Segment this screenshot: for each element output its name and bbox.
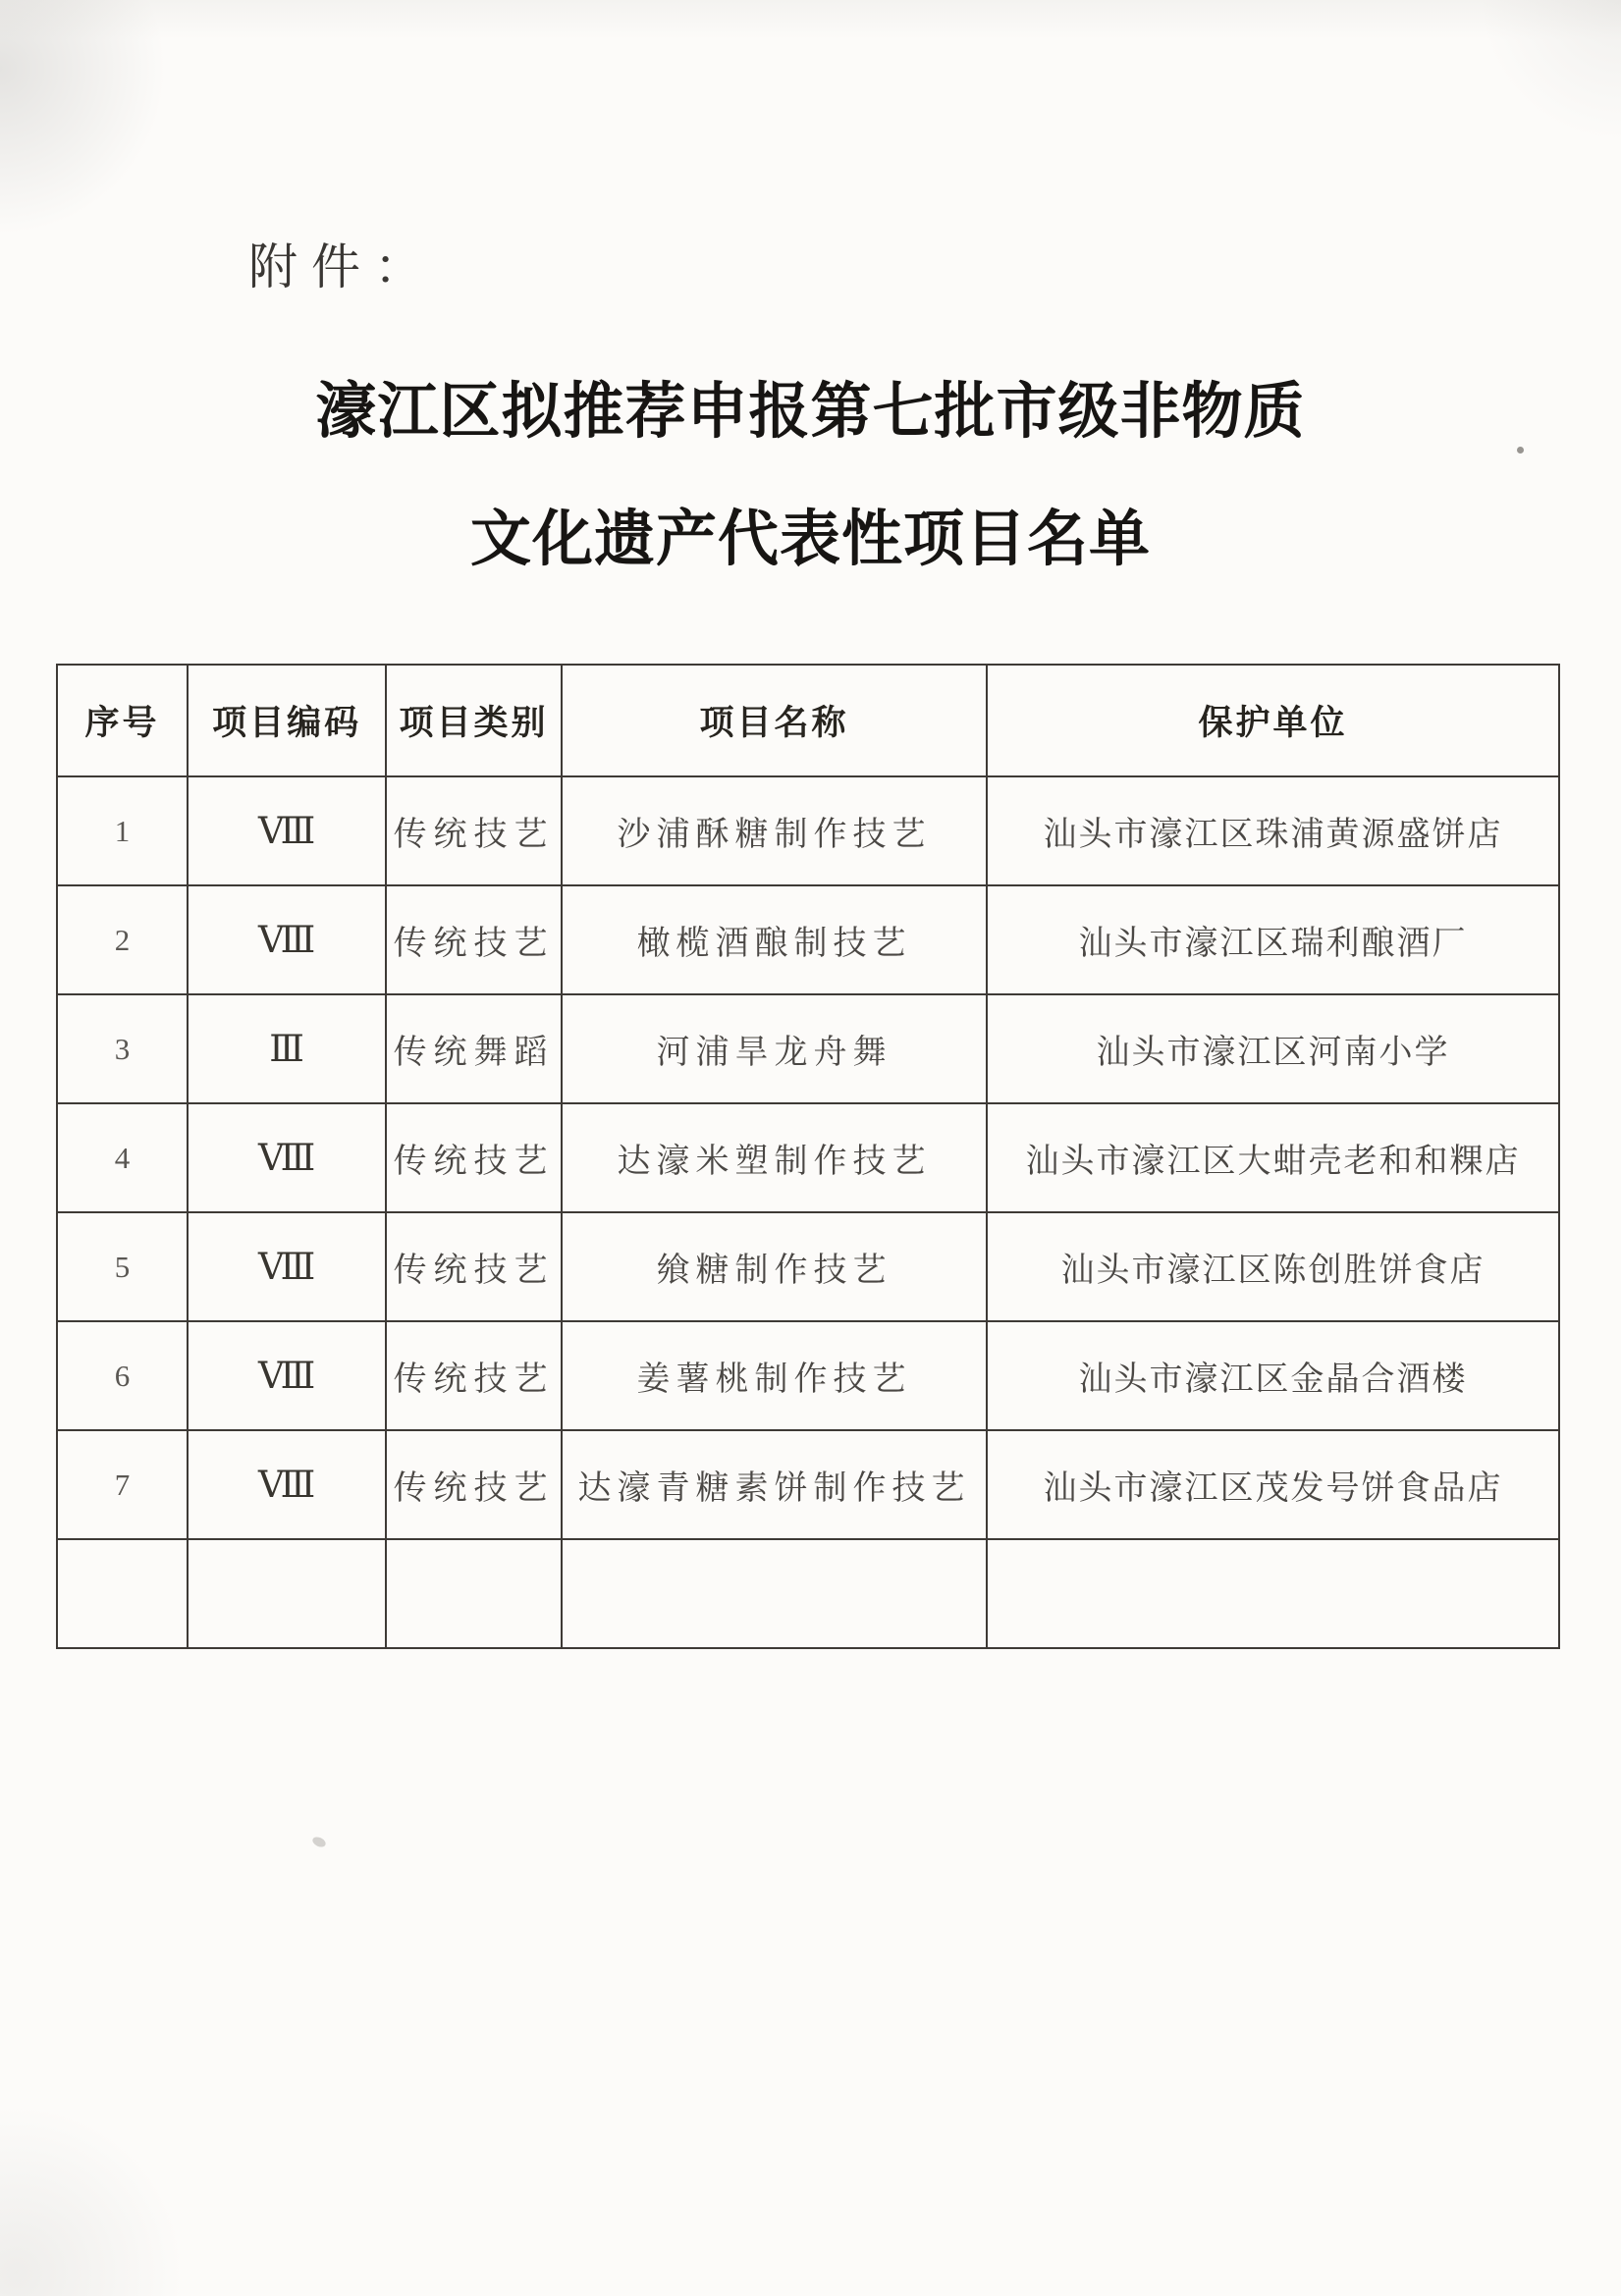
table-row	[57, 776, 1559, 885]
cell-category: 传统技艺	[386, 1103, 562, 1212]
cell-category	[386, 1539, 562, 1648]
cell-category: 传统技艺	[386, 776, 562, 885]
cell-unit: 汕头市濠江区陈创胜饼食店	[987, 1212, 1559, 1321]
attachment-label: 附件：	[248, 240, 437, 294]
scan-artifact-smudge	[311, 1835, 327, 1848]
cell-name: 姜薯桃制作技艺	[562, 1321, 987, 1430]
heritage-projects-table	[56, 664, 1560, 1649]
document-title-line-2: 文化遗产代表性项目名单	[469, 507, 1151, 573]
cell-seq: 1	[57, 776, 188, 885]
cell-seq: 7	[57, 1430, 188, 1539]
cell-code: Ⅷ	[188, 885, 386, 994]
cell-name	[562, 1539, 987, 1648]
cell-seq	[57, 1539, 188, 1648]
cell-category: 传统技艺	[386, 1430, 562, 1539]
cell-unit: 汕头市濠江区金晶合酒楼	[987, 1321, 1559, 1430]
cell-category: 传统技艺	[386, 885, 562, 994]
column-header-unit: 保护单位	[987, 665, 1559, 776]
cell-code	[188, 1539, 386, 1648]
column-header-code: 项目编码	[188, 665, 386, 776]
cell-unit: 汕头市濠江区大蚶壳老和和粿店	[987, 1103, 1559, 1212]
document-title-line-1: 濠江区拟推荐申报第七批市级非物质	[315, 379, 1306, 446]
cell-unit: 汕头市濠江区瑞利酿酒厂	[987, 885, 1559, 994]
table-row	[57, 1103, 1559, 1212]
table-row	[57, 1212, 1559, 1321]
scan-artifact-dot	[1517, 447, 1524, 454]
table-row	[57, 1321, 1559, 1430]
cell-name: 达濠青糖素饼制作技艺	[562, 1430, 987, 1539]
cell-category: 传统舞蹈	[386, 994, 562, 1103]
document-title	[0, 377, 1621, 575]
cell-name: 河浦旱龙舟舞	[562, 994, 987, 1103]
column-header-name: 项目名称	[562, 665, 987, 776]
cell-code: Ⅷ	[188, 1321, 386, 1430]
cell-code: Ⅲ	[188, 994, 386, 1103]
cell-name: 橄榄酒酿制技艺	[562, 885, 987, 994]
cell-code: Ⅷ	[188, 1430, 386, 1539]
table-row	[57, 994, 1559, 1103]
column-header-category: 项目类别	[386, 665, 562, 776]
cell-seq: 4	[57, 1103, 188, 1212]
cell-unit: 汕头市濠江区河南小学	[987, 994, 1559, 1103]
cell-unit: 汕头市濠江区茂发号饼食品店	[987, 1430, 1559, 1539]
table-row	[57, 1430, 1559, 1539]
cell-unit	[987, 1539, 1559, 1648]
cell-name: 达濠米塑制作技艺	[562, 1103, 987, 1212]
table-row	[57, 885, 1559, 994]
cell-seq: 6	[57, 1321, 188, 1430]
cell-seq: 3	[57, 994, 188, 1103]
column-header-seq: 序号	[57, 665, 188, 776]
cell-name: 飨糖制作技艺	[562, 1212, 987, 1321]
cell-seq: 2	[57, 885, 188, 994]
cell-category: 传统技艺	[386, 1321, 562, 1430]
cell-unit: 汕头市濠江区珠浦黄源盛饼店	[987, 776, 1559, 885]
cell-code: Ⅷ	[188, 1103, 386, 1212]
cell-code: Ⅷ	[188, 1212, 386, 1321]
table-header-row	[57, 665, 1559, 776]
cell-category: 传统技艺	[386, 1212, 562, 1321]
cell-name: 沙浦酥糖制作技艺	[562, 776, 987, 885]
table-row-empty	[57, 1539, 1559, 1648]
cell-code: Ⅷ	[188, 776, 386, 885]
cell-seq: 5	[57, 1212, 188, 1321]
